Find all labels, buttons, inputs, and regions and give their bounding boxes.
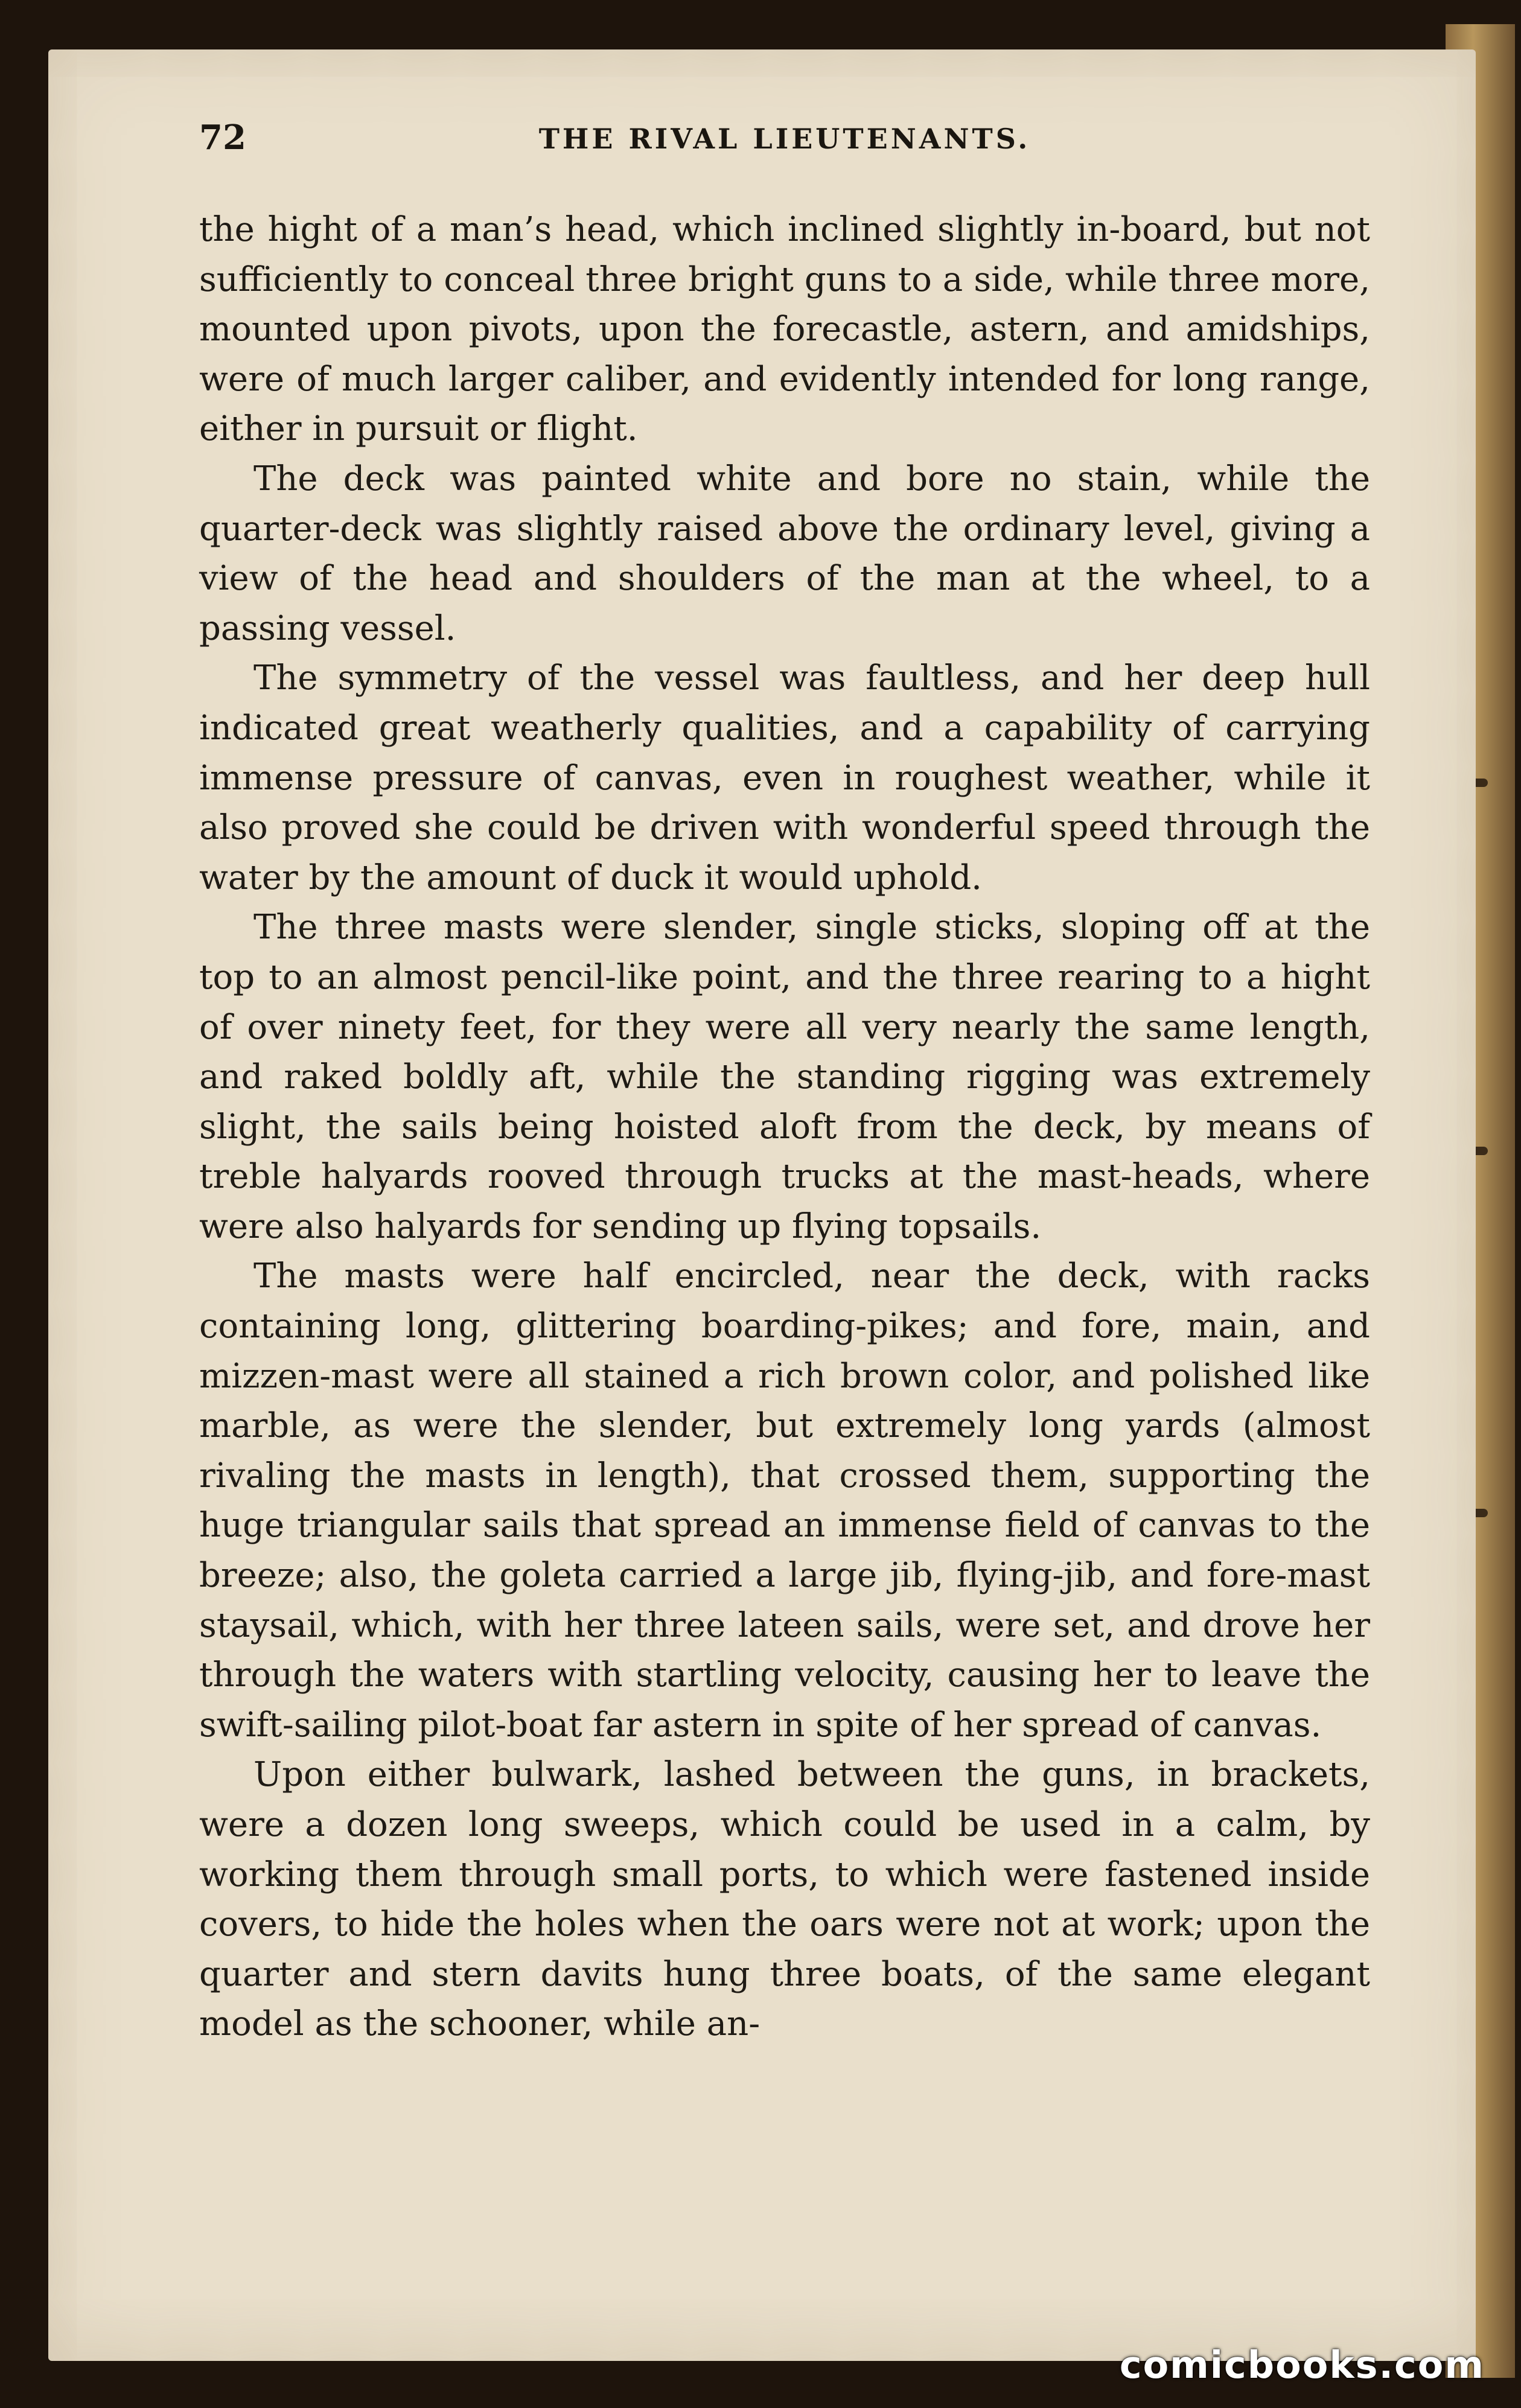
page-header [199,118,1370,166]
body-text [199,205,1370,2050]
paragraph: The deck was painted white and bore no stain, while the quarter-deck was slightly raised above the ordinary level, giving a view of the head and shoulders of the man at the wheel, to a passing vessel. [199,459,1370,648]
running-title: THE RIVAL LIEUTENANTS. [538,123,1031,155]
paragraph: The symmetry of the vessel was faultless, and her deep hull indicated great weatherly qualities, and a capability of carrying immense pressure of canvas, even in roughest weather, while it also proved she could be driven with wonderful speed through the water by the amount of duck it would uphold. [199,658,1370,897]
paragraph: The masts were half encircled, near the deck, with racks containing long, glittering boarding-pikes; and fore, main, and mizzen-mast were all stained a rich brown color, and polished like marble, as were the slender, but extremely long yards (almost rivaling the masts in length), that crossed them, supporting the huge triangular sails that spread an immense field of canvas to the breeze; also, the goleta carried a large jib, flying-jib, and fore-mast staysail, which, with her three lateen sails, were set, and drove her through the waters with startling velocity, causing her to leave the swift-sailing pilot-boat far astern in spite of her spread of canvas. [199,1257,1370,1745]
paragraph: The three masts were slender, single sticks, sloping off at the top to an almost pencil-like point, and the three rearing to a hight of over ninety feet, for they were all very nearly the same length, and raked boldly aft, while the standing rigging was extremely slight, the sails being hoisted aloft from the deck, by means of treble halyards rooved through trucks at the mast-heads, where were also halyards for sending up flying topsails. [199,908,1370,1246]
paragraph: Upon either bulwark, lashed between the guns, in brackets, were a dozen long sweeps, which could be used in a calm, by working them through small ports, to which were fastened inside covers, to hide the holes when the oars were not at work; upon the quarter and stern davits hung three boats, of the same elegant model as the schooner, while an- [199,1755,1370,2044]
watermark: comicbooks.com [1119,2343,1485,2387]
page-number: 72 [199,118,246,158]
paragraph: the hight of a man’s head, which inclined slightly in-board, but not sufficiently to conceal three bright guns to a side, while three more, mounted upon pivots, upon the forecastle, astern, and amidships, were of much larger caliber, and evidently intended for long range, either in pursuit or flight. [199,210,1370,449]
